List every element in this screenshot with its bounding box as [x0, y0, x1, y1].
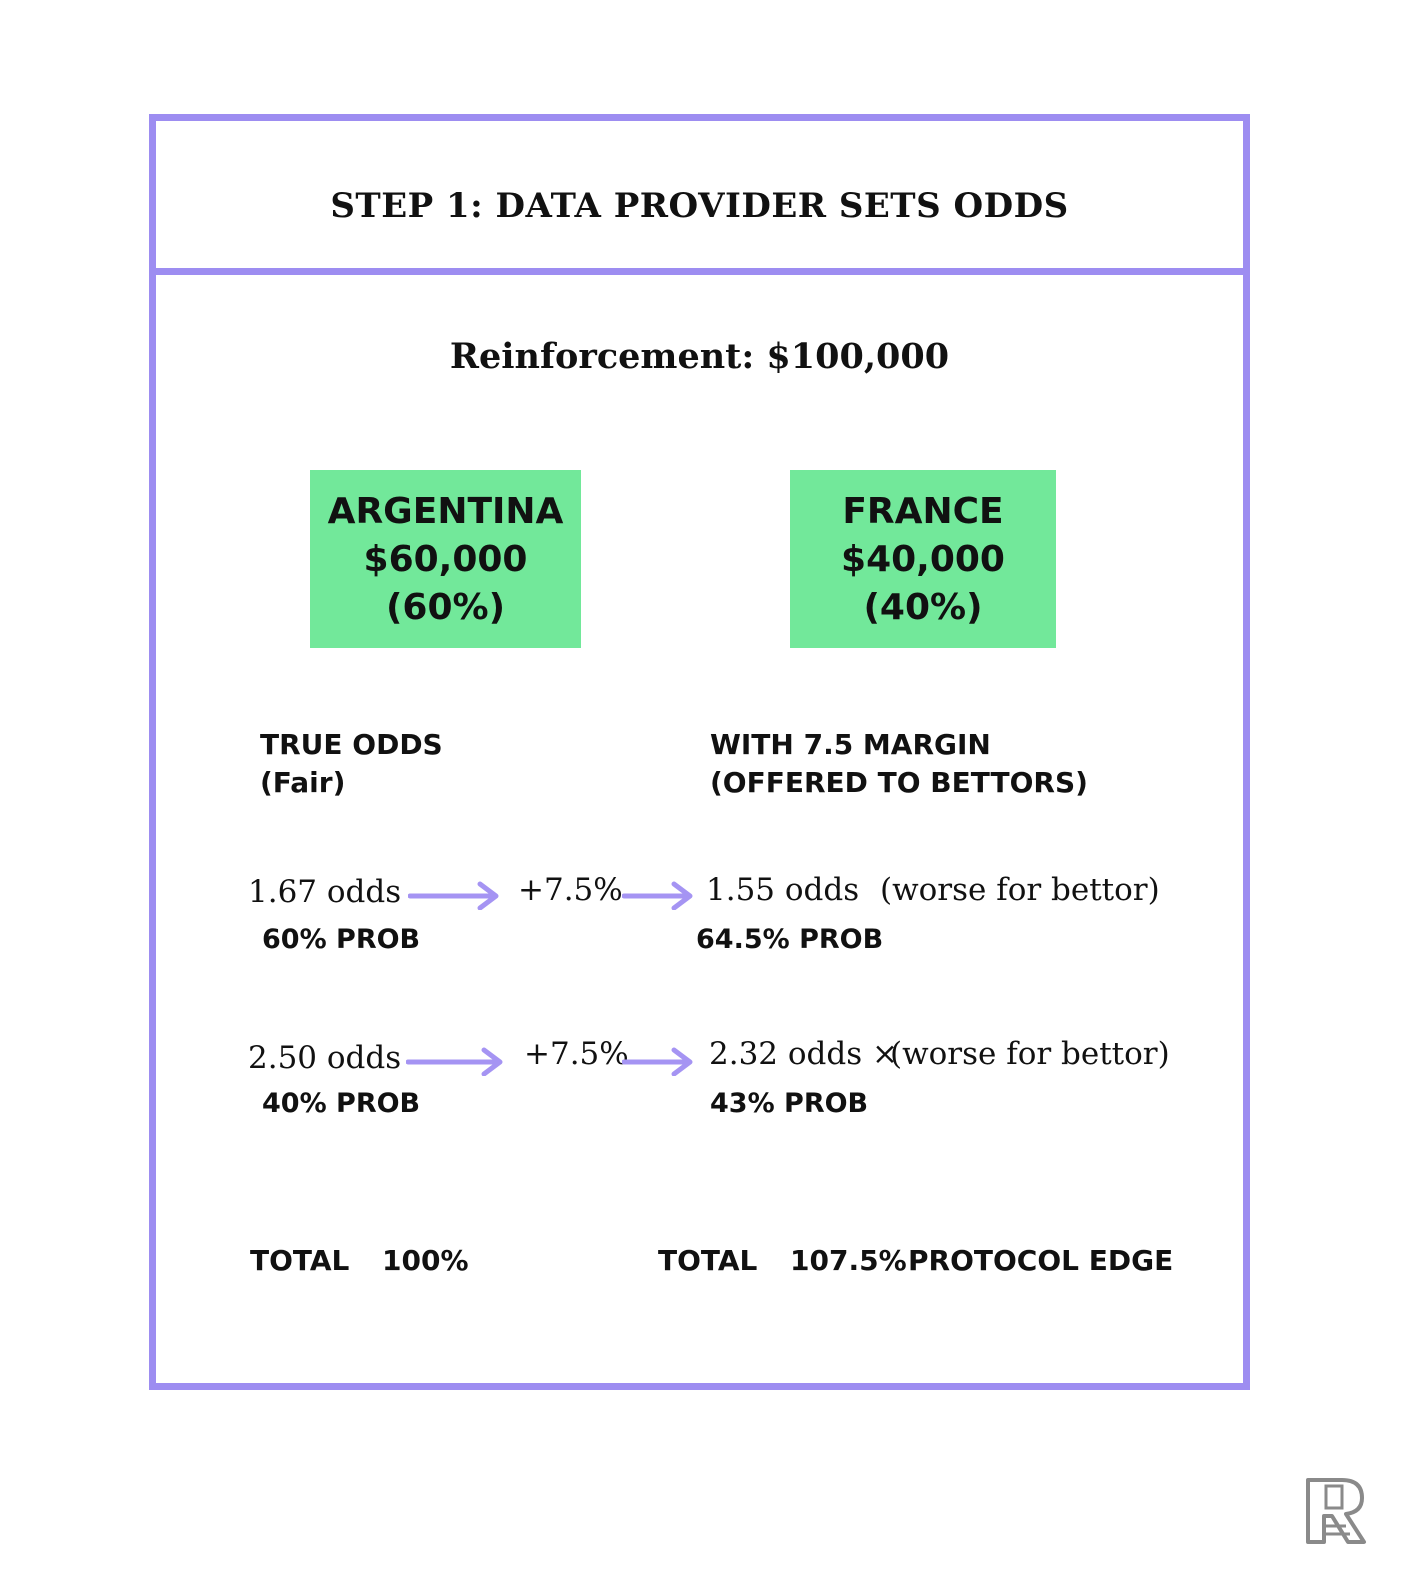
team-name: ARGENTINA	[327, 491, 564, 532]
total-label-fair: TOTAL	[250, 1244, 350, 1277]
title-divider	[149, 268, 1250, 275]
header-line: (OFFERED TO BETTORS)	[710, 766, 1088, 799]
arrow-right-icon	[622, 1046, 694, 1076]
page-title: STEP 1: DATA PROVIDER SETS ODDS	[330, 186, 1069, 226]
team-name: FRANCE	[842, 491, 1004, 532]
header-line: TRUE ODDS	[260, 728, 443, 761]
margin-value: +7.5%	[518, 872, 623, 908]
total-value-margin: 107.5%	[790, 1244, 907, 1277]
offered-odds: 2.32 odds ×	[709, 1036, 898, 1072]
bettor-note: (worse for bettor)	[890, 1036, 1170, 1072]
team-amount: $60,000	[363, 539, 528, 580]
team-share: (60%)	[385, 587, 506, 628]
fair-prob: 40% PROB	[262, 1088, 421, 1119]
margin-value: +7.5%	[524, 1036, 629, 1072]
reinforcement-label: Reinforcement: $100,000	[449, 336, 950, 377]
header-line: (Fair)	[260, 766, 346, 799]
offered-prob: 43% PROB	[710, 1088, 869, 1119]
total-label-margin: TOTAL	[658, 1244, 758, 1277]
arrow-right-icon	[406, 1046, 504, 1076]
arrow-right-icon	[622, 880, 694, 910]
team-amount: $40,000	[841, 539, 1005, 580]
bettor-note: (worse for bettor)	[880, 872, 1160, 908]
protocol-edge-label: PROTOCOL EDGE	[908, 1244, 1174, 1277]
fair-odds: 2.50 odds	[248, 1040, 402, 1076]
header-line: WITH 7.5 MARGIN	[710, 728, 991, 761]
total-value-fair: 100%	[382, 1244, 469, 1277]
margin-odds-header	[710, 726, 1088, 802]
fair-prob: 60% PROB	[262, 924, 421, 955]
arrow-right-icon	[408, 880, 500, 910]
team-share: (40%)	[863, 587, 983, 628]
team-box-argentina	[310, 470, 581, 648]
true-odds-header	[260, 726, 443, 802]
team-box-france	[790, 470, 1056, 648]
brand-logo-icon	[1302, 1474, 1372, 1548]
offered-odds: 1.55 odds	[706, 872, 860, 908]
fair-odds: 1.67 odds	[248, 874, 402, 910]
offered-prob: 64.5% PROB	[696, 924, 884, 955]
